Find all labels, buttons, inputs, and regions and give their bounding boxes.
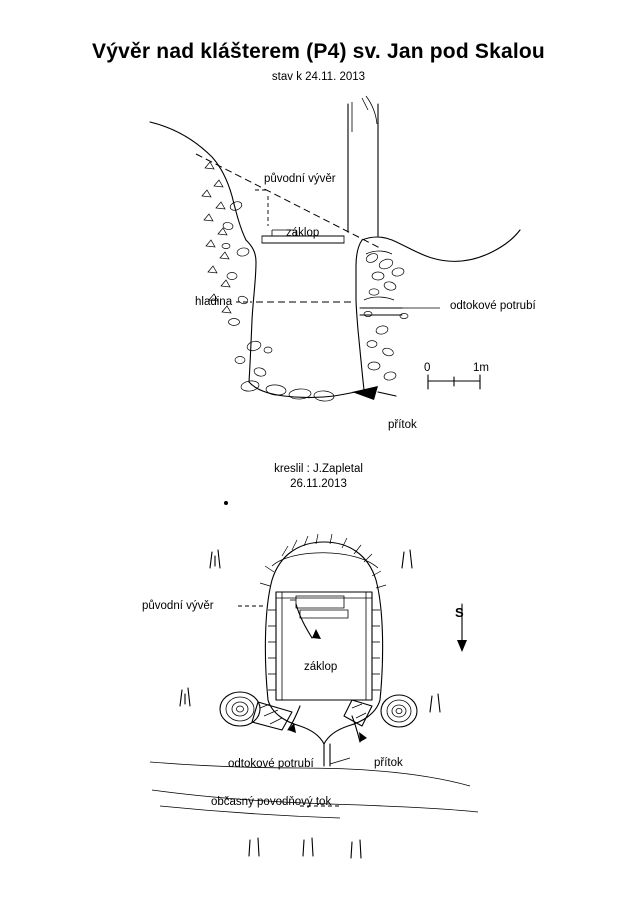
page-subtitle: stav k 24.11. 2013 — [271, 71, 366, 83]
label-outflow-pipe-section: odtokové potrubí — [450, 300, 536, 312]
scale-bar — [428, 375, 480, 389]
page-title: Vývěr nad klášterem (P4) sv. Jan pod Skalou — [92, 40, 545, 63]
label-original-spring-section: původní vývěr — [264, 173, 336, 185]
label-water-level: hladina — [195, 296, 233, 308]
credit-author: kreslil : J.Zapletal — [274, 463, 363, 475]
boulder-right — [381, 695, 417, 727]
plan-view-drawing — [150, 534, 478, 858]
label-hatch-section: záklop — [286, 227, 320, 239]
label-inflow-section: přítok — [388, 419, 417, 431]
scale-zero-label: 0 — [424, 362, 431, 374]
label-inflow-plan: přítok — [374, 757, 403, 769]
label-outflow-pipe-plan: odtokové potrubí — [228, 758, 314, 770]
label-original-spring-plan: původní vývěr — [142, 600, 214, 612]
scale-onemeter-label: 1m — [473, 362, 489, 374]
boulder-left — [220, 692, 260, 726]
credit-block — [0, 462, 637, 492]
credit-date: 26.11.2013 — [290, 478, 347, 490]
label-north: S — [455, 605, 464, 620]
label-hatch-plan: záklop — [304, 661, 338, 673]
cross-section-drawing — [150, 96, 520, 402]
label-occasional-flood-stream: občasný povodňový tok — [211, 796, 332, 808]
